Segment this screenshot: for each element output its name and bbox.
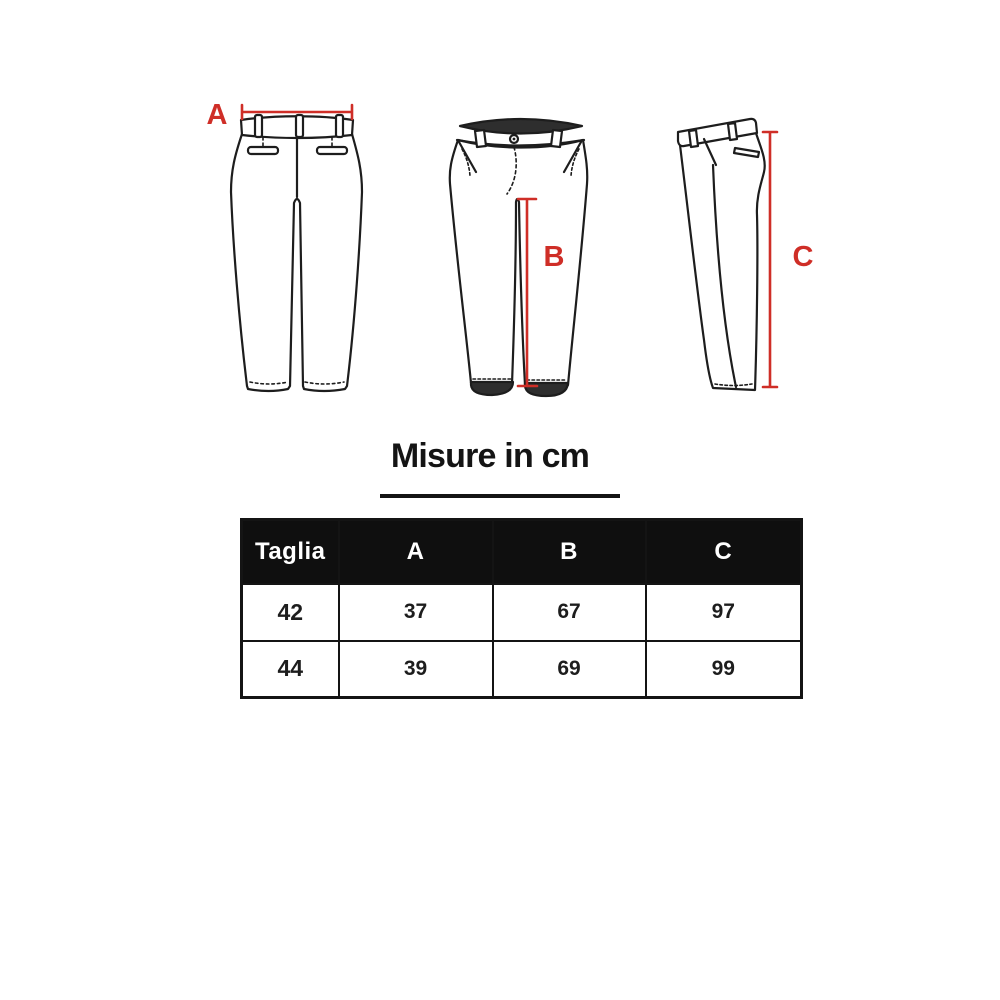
back-belt-loop (296, 115, 303, 137)
table-row (242, 641, 802, 698)
pants-back-view-illustration (231, 115, 362, 391)
pants-side-view-illustration (678, 119, 765, 390)
header-cell-b: B (493, 520, 646, 584)
back-pocket-welt (317, 147, 347, 154)
cell-measure-b: 69 (493, 641, 646, 698)
measure-label-b: B (543, 241, 565, 273)
cell-measure-c: 97 (646, 584, 802, 641)
header-cell-c: C (646, 520, 802, 584)
measure-label-c: C (792, 241, 814, 273)
measure-label-a: A (206, 99, 228, 131)
back-pocket-welt (248, 147, 278, 154)
front-button-hole (513, 138, 516, 141)
header-cell-a: A (339, 520, 493, 584)
cell-measure-a: 37 (339, 584, 493, 641)
back-belt-loop (336, 115, 343, 137)
table-row (242, 584, 802, 641)
cell-measure-a: 39 (339, 641, 493, 698)
side-silhouette (680, 133, 765, 390)
size-table (240, 518, 803, 699)
cell-size: 42 (242, 584, 339, 641)
cell-measure-c: 99 (646, 641, 802, 698)
title-underline (380, 494, 620, 498)
back-belt-loop (255, 115, 262, 137)
cell-measure-b: 67 (493, 584, 646, 641)
size-table-header-row (242, 520, 802, 584)
header-cell-taglia: Taglia (242, 520, 339, 584)
cell-size: 44 (242, 641, 339, 698)
size-chart-title: Misure in cm (390, 437, 590, 475)
front-hem-openings (471, 382, 568, 396)
trousers-diagram (0, 0, 1000, 440)
